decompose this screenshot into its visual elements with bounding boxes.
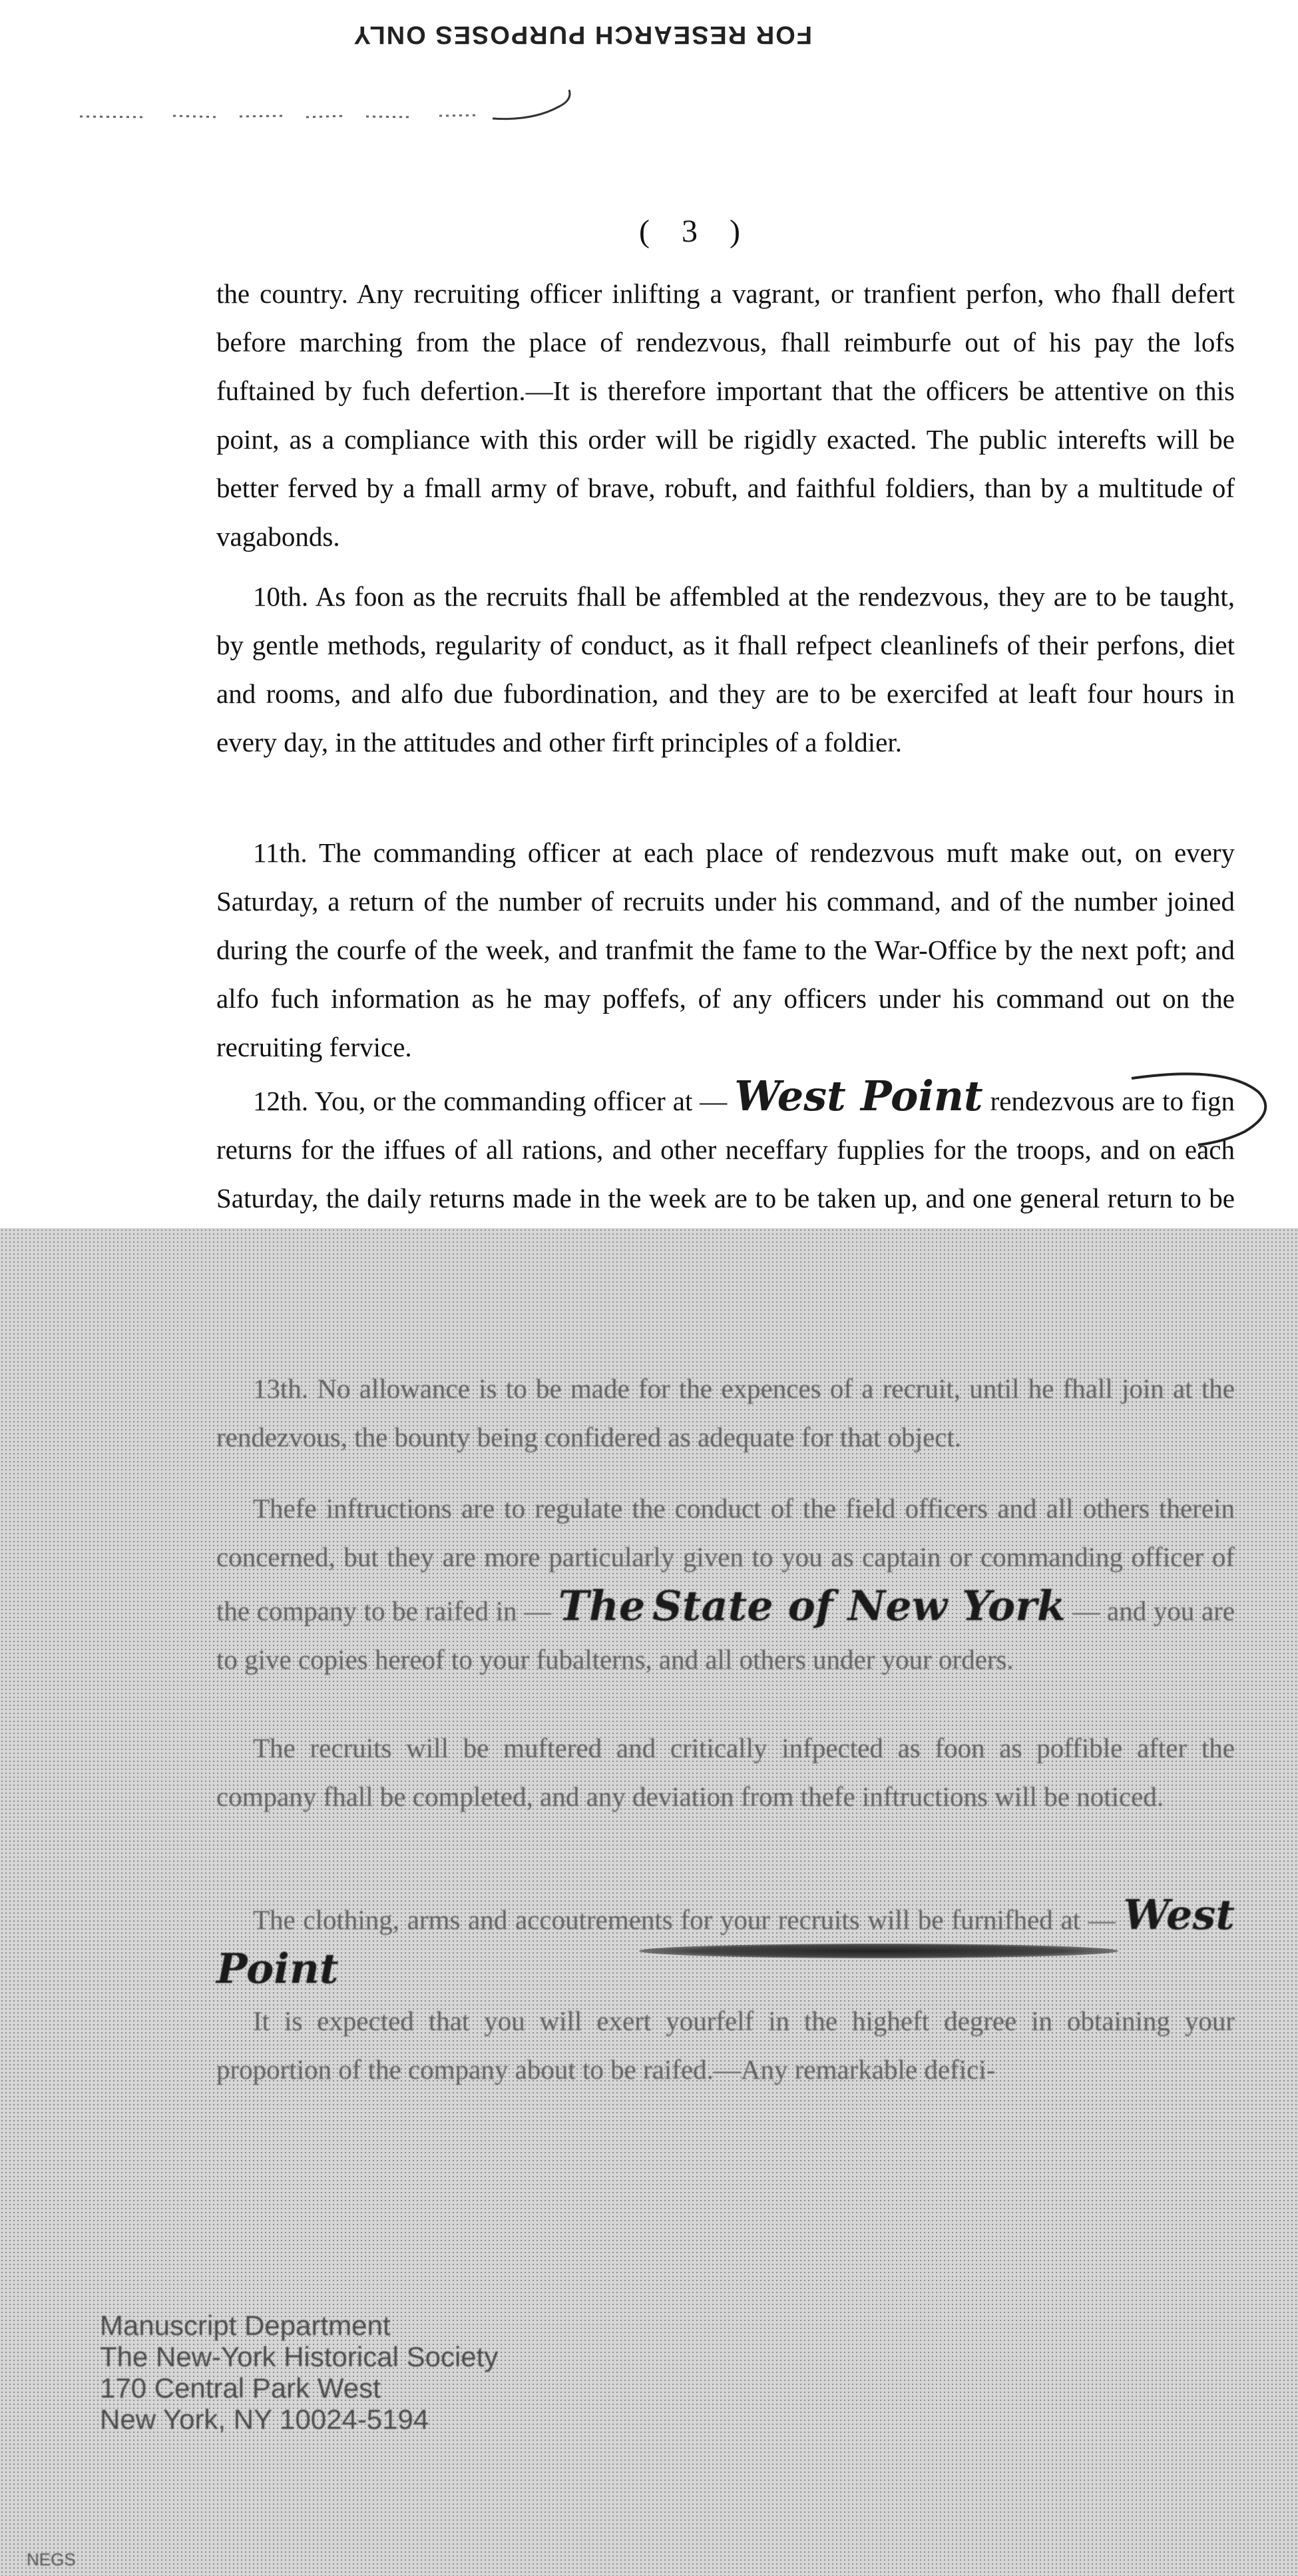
paragraph-10: 10th. As foon as the recruits fhall be affembled at the rendezvous, they are to be taught, by gentle methods, regularity of conduct, as it fhall refpect cleanlinefs of their perfons, diet and rooms, and alfo due fubordination, and they are to be exercifed at leaft four hours in every day, in the attitudes and other firft principles of a foldier. [216,581,1235,757]
paragraph-11: 11th. The commanding officer at each place of rendezvous muft make out, on every Saturday, a return of the number of recruits under his command, and of the number joined during the courfe of the week, and tranfmit the fame to the War-Office by the next poft; and alfo fuch information as he may poffefs, of any officers under his command out on the recruiting fervice. [216,837,1235,1062]
handwritten-the: The [558,1582,646,1630]
handwritten-state-of-new-york: State of New York [652,1582,1066,1630]
address-line: The New-York Historical Society [100,2341,499,2372]
paragraph-instructions [216,1484,1235,1684]
page-number: ( 3 ) [639,214,752,249]
paragraph-clothing [216,1890,1235,1998]
paragraph-continuation: the country. Any recruiting officer inlifting a vagrant, or tranfient perfon, who fhall defert before marching from the place of rendezvous, fhall reimburfe out of his pay the lofs fuftained by fuch defertion.—It is therefore important that the officers be attentive on this point, as a compliance with this order will be rigidly exacted. The public interefts will be better ferved by a fmall army of brave, robuft, and faithful foldiers, than by a multitude of vagabonds. [216,278,1235,552]
handwritten-west-point-2: West Point [216,1890,1235,1993]
top-scribble [67,87,599,140]
handwritten-west-point: West Point [734,1072,983,1120]
address-line: 170 Central Park West [100,2372,381,2404]
paragraph-muster: The recruits will be muftered and critically infpected as foon as poffible after the company fhall be completed, and any deviation from thefe inftructions will be noticed. [216,1733,1235,1812]
research-stamp: FOR RESEARCH PURPOSES ONLY [352,21,812,49]
handwritten-flourish [852,1052,1285,1185]
ink-smudge [639,1944,1118,1958]
paragraph-instructions-start: Thefe inftructions are to regulate the conduct of the field officers and all others therein concerned, but they are more particularly given to you as captain or commanding officer of the company to be raifed in — [216,1493,1235,1626]
paragraph-13: 13th. No allowance is to be made for the expences of a recruit, until he fhall join at the rendezvous, the bounty being confidered as adequate for that object. [216,1373,1235,1452]
paragraph-12-rest: rendezvous are to fign returns for the iffues of all rations, and other neceffary fupplies for the troops, and on each Saturday, the daily returns made in the week are to be taken up, and one general return to be [216,1086,1235,1213]
paragraph-clothing-start: The clothing, arms and accoutrements for your recruits will be furnifhed at — [253,1904,1116,1935]
paragraph-12-start: 12th. You, or the commanding officer at — [253,1086,728,1116]
corner-mark: NEGS [27,2549,76,2569]
paragraph-expected: It is expected that you will exert yourfelf in the higheft degree in obtaining your proportion of the company about to be raifed.—Any remarkable defici- [216,2006,1235,2085]
address-line: New York, NY 10024-5194 [100,2404,429,2435]
archive-address [100,2310,498,2435]
address-line: Manuscript Department [100,2310,391,2341]
paragraph-instructions-end: — and you are to give copies hereof to your fubalterns, and all others under your orders. [216,1596,1235,1675]
